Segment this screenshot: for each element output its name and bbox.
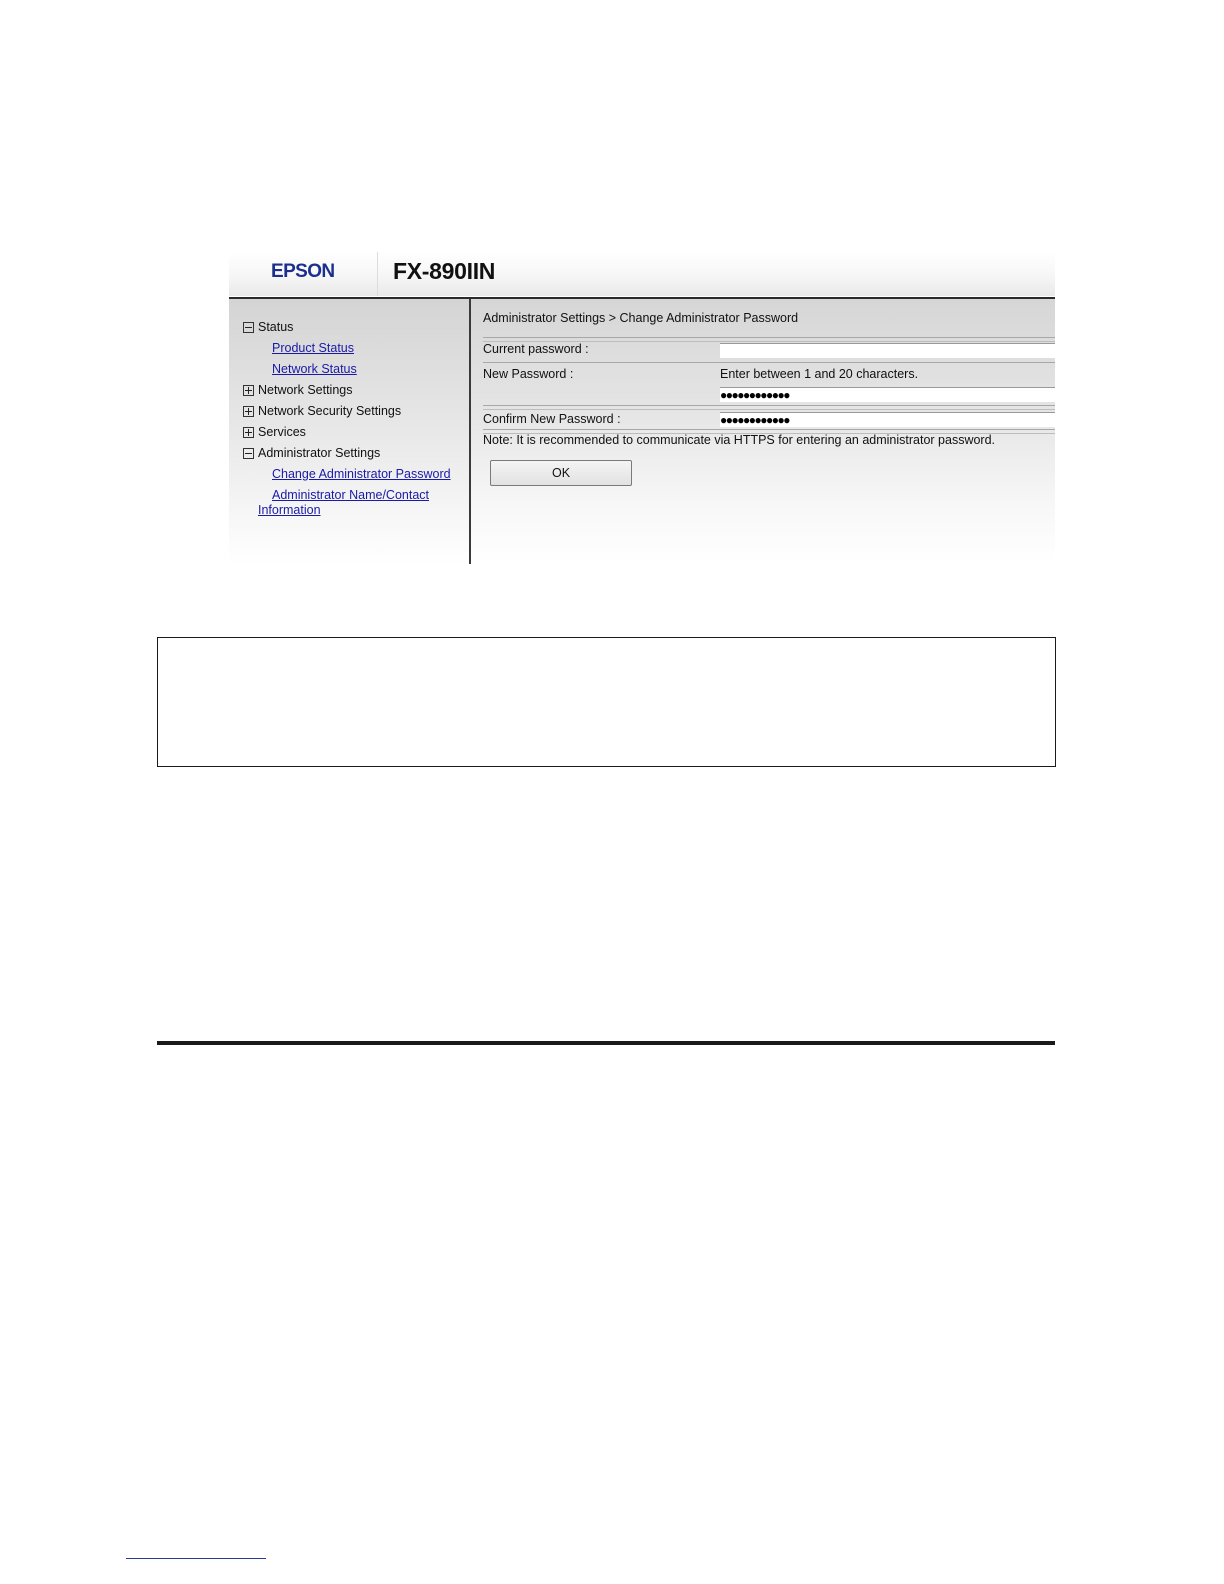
row-divider xyxy=(483,405,1055,410)
collapse-icon[interactable] xyxy=(243,322,254,333)
new-password-label: New Password : xyxy=(483,367,574,381)
sidebar-item-services[interactable] xyxy=(243,425,306,439)
sidebar-item-label: Network Settings xyxy=(258,383,353,397)
current-password-label: Current password : xyxy=(483,342,589,356)
expand-icon[interactable] xyxy=(243,427,254,438)
footnote-rule xyxy=(126,1558,266,1559)
web-config-screenshot xyxy=(229,252,1055,564)
sidebar-item-label: Status xyxy=(258,320,294,334)
https-note: Note: It is recommended to communicate via HTTPS for entering an administrator password. xyxy=(483,433,996,447)
sidebar-link-administrator-name-contact[interactable]: Administrator Name/Contact xyxy=(272,488,430,502)
confirm-password-input[interactable]: ●●●●●●●●●●●● xyxy=(720,412,1055,427)
new-password-input[interactable]: ●●●●●●●●●●●● xyxy=(720,387,1055,402)
brand-logo: EPSON xyxy=(271,261,335,282)
section-rule xyxy=(157,1041,1055,1045)
row-divider xyxy=(483,362,1055,363)
sidebar-link-change-administrator-password[interactable]: Change Administrator Password xyxy=(272,467,451,481)
current-password-input[interactable] xyxy=(720,343,1055,358)
sidebar-item-label: Administrator Settings xyxy=(258,446,381,460)
expand-icon[interactable] xyxy=(243,385,254,396)
sidebar-item-administrator-settings[interactable] xyxy=(243,446,380,460)
sidebar-item-network-security-settings[interactable] xyxy=(243,404,401,418)
sidebar-link-administrator-name-contact-cont[interactable]: Information xyxy=(258,503,321,517)
printer-model-title: FX-890IIN xyxy=(393,258,496,284)
note-box xyxy=(157,637,1056,767)
collapse-icon[interactable] xyxy=(243,448,254,459)
breadcrumb: Administrator Settings > Change Administrator Password xyxy=(483,311,799,325)
sidebar-link-network-status[interactable]: Network Status xyxy=(272,362,357,376)
sidebar-item-label: Services xyxy=(258,425,306,439)
logo-cell xyxy=(229,252,378,296)
sidebar-item-network-settings[interactable] xyxy=(243,383,352,397)
confirm-password-label: Confirm New Password : xyxy=(483,412,621,426)
sidebar-link-product-status[interactable]: Product Status xyxy=(272,341,354,355)
ok-button[interactable]: OK xyxy=(490,460,632,486)
new-password-hint: Enter between 1 and 20 characters. xyxy=(720,367,919,381)
sidebar xyxy=(229,299,469,564)
sidebar-item-status[interactable] xyxy=(243,320,293,334)
main-content xyxy=(471,299,1055,564)
expand-icon[interactable] xyxy=(243,406,254,417)
sidebar-item-label: Network Security Settings xyxy=(258,404,402,418)
app-header xyxy=(229,252,1055,296)
